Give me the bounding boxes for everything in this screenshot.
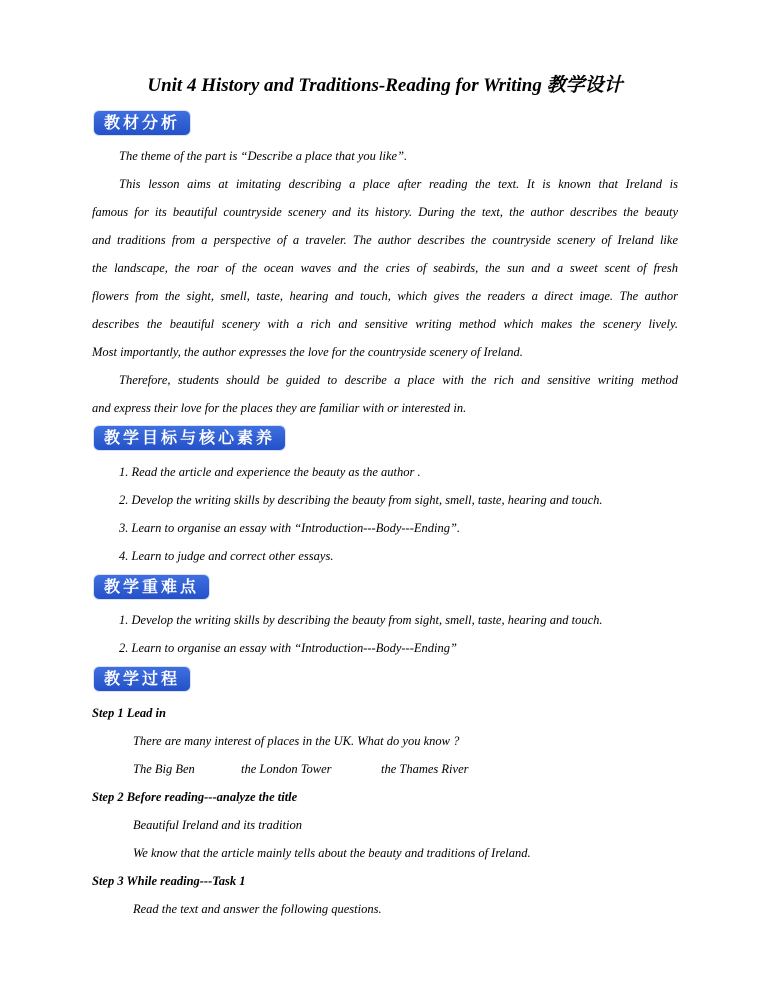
step-title: Step 2 Before reading---analyze the title — [92, 790, 298, 804]
section-heading-objectives: 教学目标与核心素养 — [94, 426, 285, 450]
place-item: the London Tower — [241, 762, 332, 776]
analysis-line: Therefore, students should be guided to describe a place with the rich and sensitive writing method — [119, 373, 678, 387]
analysis-line: describes the beautiful scenery with a rich and sensitive writing method which makes the scenery lively. — [92, 317, 678, 331]
analysis-line: Most importantly, the author expresses the love for the countryside scenery of Ireland. — [92, 345, 523, 359]
step-title: Step 3 While reading---Task 1 — [92, 874, 246, 888]
analysis-line: The theme of the part is “Describe a place that you like”. — [119, 149, 408, 163]
objective-item: 2. Develop the writing skills by describing the beauty from sight, smell, taste, hearing and touch. — [119, 493, 603, 507]
keypoint-item: 2. Learn to organise an essay with “Introduction---Body---Ending” — [119, 641, 457, 655]
step-text: Beautiful Ireland and its tradition — [133, 818, 302, 832]
place-item: the Thames River — [381, 762, 469, 776]
analysis-line: famous for its beautiful countryside scenery and its history. During the text, the author describes the beauty — [92, 205, 678, 219]
place-item: The Big Ben — [133, 762, 195, 776]
objective-item: 4. Learn to judge and correct other essays. — [119, 549, 334, 563]
section-heading-analysis: 教材分析 — [94, 111, 190, 135]
step-text: Read the text and answer the following questions. — [133, 902, 382, 916]
step-title: Step 1 Lead in — [92, 706, 166, 720]
analysis-line: the landscape, the roar of the ocean waves and the cries of seabirds, the sun and a sweet scent of fresh — [92, 261, 678, 275]
step-text: We know that the article mainly tells about the beauty and traditions of Ireland. — [133, 846, 531, 860]
step-text: There are many interest of places in the UK. What do you know ? — [133, 734, 460, 748]
page-title: Unit 4 History and Traditions-Reading for Writing 教学设计 — [147, 75, 623, 96]
analysis-line: flowers from the sight, smell, taste, hearing and touch, which gives the readers a direct image. The author — [92, 289, 678, 303]
objective-item: 1. Read the article and experience the beauty as the author . — [119, 465, 421, 479]
analysis-line: and express their love for the places they are familiar with or interested in. — [92, 401, 467, 415]
section-heading-process: 教学过程 — [94, 667, 190, 691]
keypoint-item: 1. Develop the writing skills by describing the beauty from sight, smell, taste, hearing and touch. — [119, 613, 603, 627]
analysis-line: This lesson aims at imitating describing a place after reading the text. It is known that Ireland is — [119, 177, 678, 191]
analysis-line: and traditions from a perspective of a traveler. The author describes the countryside scenery of Ireland like — [92, 233, 678, 247]
section-heading-keypoints: 教学重难点 — [94, 575, 209, 599]
objective-item: 3. Learn to organise an essay with “Introduction---Body---Ending”. — [119, 521, 461, 535]
